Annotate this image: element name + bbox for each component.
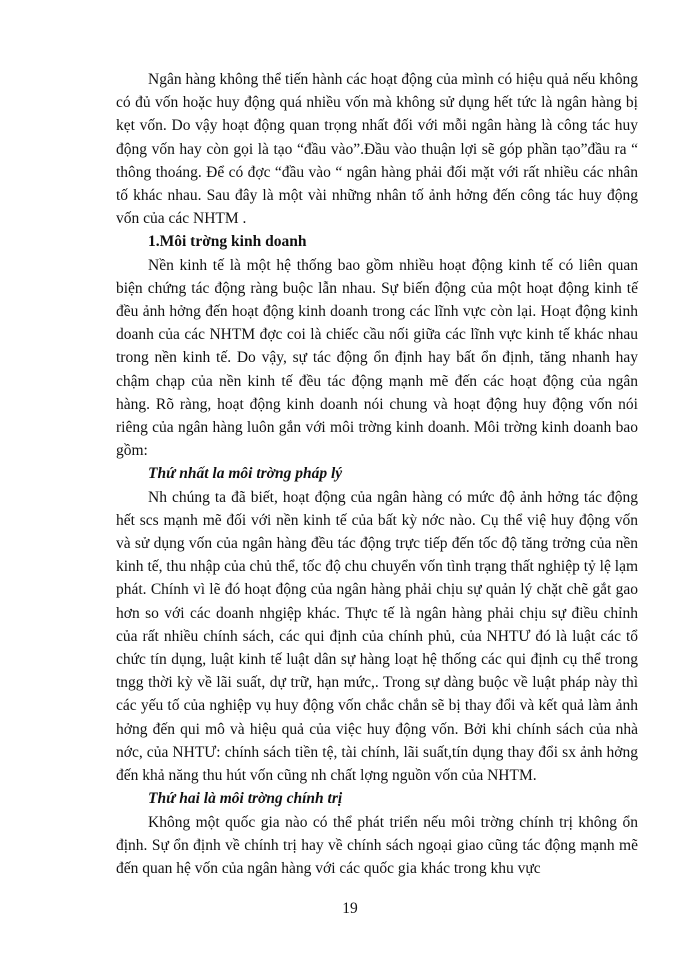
business-environment-paragraph: Nền kinh tế là một hệ thống bao gồm nhiều hoạt động kinh tế có liên quan biện chứng tác động ràng buộc lẫn nhau. Sự biến động của một hoạt động kinh tế đều ảnh hởng đến hoạt động kinh doanh trong các lĩnh vực còn lại. Hoạt động kinh doanh của các NHTM đợc coi là chiếc cầu nối giữa các lĩnh vực kinh tế khác nhau trong nền kinh tế. Do vậy, sự tác động ổn định hay bất ổn định, tăng nhanh hay chậm chạp của nền kinh tế đều tác động mạnh mẽ đến các hoạt động của ngân hàng. Rõ ràng, hoạt động kinh doanh nói chung và hoạt động huy động vốn nói riêng của ngân hàng luôn gắn với môi trờng kinh doanh. Môi trờng kinh doanh bao gồm: [116,256,638,460]
section-heading-business-environment: 1.Môi trờng kinh doanh [148,233,307,251]
subheading-legal-environment: Thứ nhất la môi trờng pháp lý [148,465,343,483]
subheading-political-environment: Thứ hai là môi trờng chính trị [148,790,343,808]
political-environment-paragraph: Không một quốc gia nào có thể phát triển nếu môi trờng chính trị không ổn định. Sự ổn định về chính trị hay về chính sách ngoại giao cũng tác động mạnh mẽ đến quan hệ vốn của ngân hàng với các quốc gia khác trong khu vực [116,813,638,877]
page-number: 19 [342,900,358,917]
legal-environment-paragraph: Nh chúng ta đã biết, hoạt động của ngân hàng có mức độ ảnh hởng tác động hết scs mạnh mẽ đối với nền kinh tế của bất kỳ nớc nào. Cụ thể việ huy động vốn và sử dụng vốn của ngân hàng đều tác động trực tiếp đến tốc độ tăng trởng của nền kinh tế, thu nhập của chủ thể, tốc độ chu chuyển vốn tình trạng thất nghiệp tỷ lệ lạm phát. Chính vì lẽ đó hoạt động của ngân hàng phải chịu sự quản lý chặt chẽ gắt gao hơn so với các doanh nhgiệp khác. Thực tế là ngân hàng phải chịu sự điều chỉnh của rất nhiều chính sách, các qui định của chính phủ, của NHTƯ đó là luật các tổ chức tín dụng, luật kinh tế luật dân sự hàng loạt hệ thống các qui định cụ thể trong tngg thời kỳ về lãi suất, dự trữ, hạn mức,. Trong sự dàng buộc về luật pháp này thì các yếu tố của nghiệp vụ huy động vốn chắc chắn sẽ bị thay đổi và kết quả làm ảnh hởng đến qui mô và hiệu quả của việc huy động vốn. Bởi khi chính sách của nhà nớc, của NHTƯ: chính sách tiền tệ, tài chính, lãi suất,tín dụng thay đổi sx ảnh hởng đến khả năng thu hút vốn cũng nh chất lợng nguồn vốn của NHTM. [116,488,638,785]
intro-paragraph: Ngân hàng không thể tiến hành các hoạt động của mình có hiệu quả nếu không có đủ vốn hoặc huy động quá nhiều vốn mà không sử dụng hết tức là ngân hàng bị kẹt vốn. Do vậy hoạt động quan trọng nhất đối với mỗi ngân hàng là công tác huy động vốn hay còn gọi là tạo “đầu vào”.Đầu vào thuận lợi sẽ góp phần tạo”đầu ra “ thông thoáng. Để có đợc “đầu vào “ ngân hàng phải đối mặt với rất nhiều các nhân tố khác nhau. Sau đây là một vài những nhân tố ảnh hởng đến công tác huy động vốn của các NHTM . [116,71,638,228]
